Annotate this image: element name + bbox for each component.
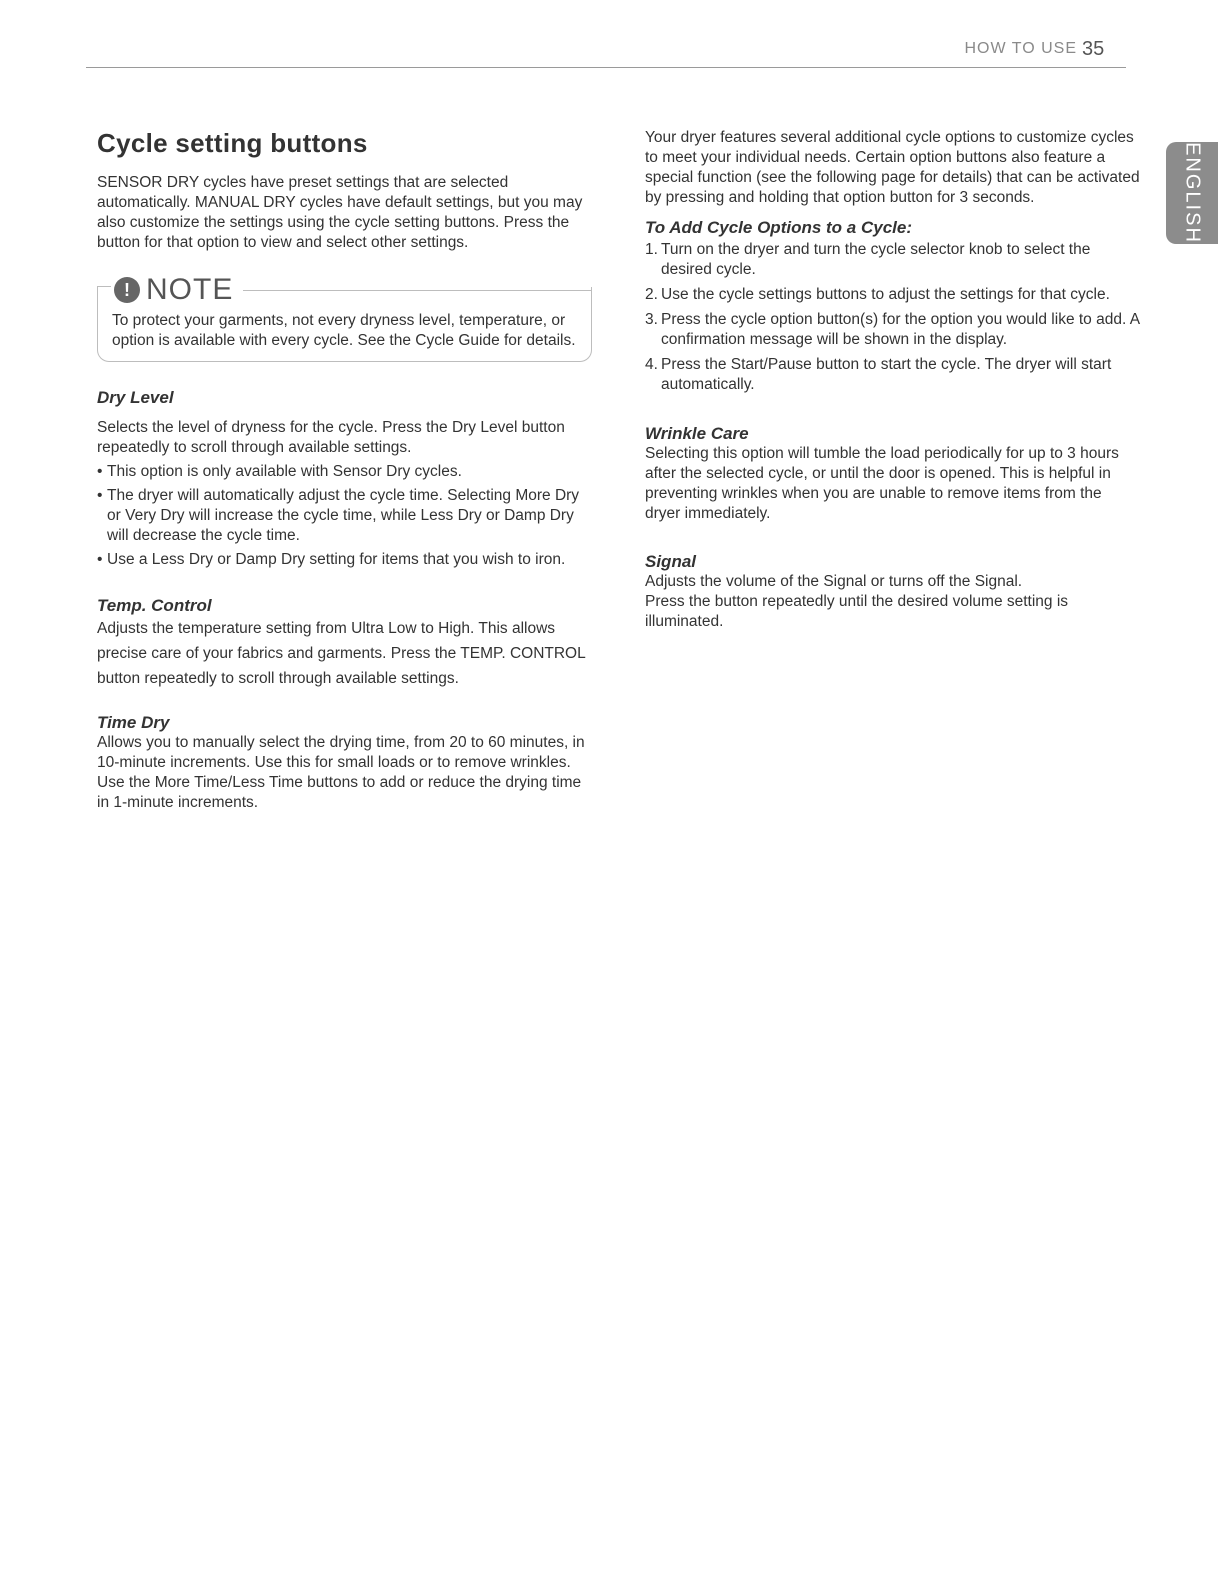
wrinkle-care-heading: Wrinkle Care (645, 424, 749, 443)
add-options-heading: To Add Cycle Options to a Cycle: (645, 218, 912, 237)
signal-text-2: Press the button repeatedly until the desired volume setting is illuminated. (645, 593, 1069, 630)
list-item: • This option is only available with Sensor Dry cycles. (97, 462, 592, 482)
list-item: 4. Press the Start/Pause button to start the cycle. The dryer will start automatically. (645, 356, 1112, 393)
options-intro-paragraph: Your dryer features several additional cycle options to customize cycles to meet your individual needs. Certain option buttons also feature a special function (see the following page for details) that can be activated by pressing and holding that option button for 3 seconds. (645, 129, 1140, 206)
page-number: 35 (1082, 38, 1105, 60)
header-rule (86, 67, 1126, 68)
list-item: • Use a Less Dry or Damp Dry setting for items that you wish to iron. (97, 550, 592, 570)
add-options-steps (645, 240, 1140, 395)
list-item: 3. Press the cycle option button(s) for the option you would like to add. A confirmation message will be shown in the display. (645, 311, 1140, 348)
time-dry-heading: Time Dry (97, 713, 170, 732)
exclamation-icon: ! (114, 277, 140, 303)
language-tab (1166, 142, 1218, 244)
dry-level-bullets (97, 462, 592, 570)
right-column (645, 128, 1140, 632)
temp-control-text: Adjusts the temperature setting from Ultra Low to High. This allows precise care of your fabrics and garments. Press the TEMP. CONTROL button repeatedly to scroll through available settings. (97, 620, 586, 687)
dry-level-heading: Dry Level (97, 388, 174, 407)
header-section-title: HOW TO USE (964, 40, 1077, 57)
signal-heading: Signal (645, 552, 697, 571)
language-tab-label: ENGLISH (1181, 142, 1204, 244)
list-item: 2. Use the cycle settings buttons to adjust the settings for that cycle. (645, 286, 1110, 303)
intro-paragraph: SENSOR DRY cycles have preset settings that are selected automatically. MANUAL DRY cycles have default settings, but you may also customize the settings using the cycle setting buttons. Press the button for that option to view and select other settings. (97, 174, 583, 251)
left-column (97, 128, 592, 813)
temp-control-heading: Temp. Control (97, 596, 212, 615)
time-dry-text: Allows you to manually select the drying time, from 20 to 60 minutes, in 10-minute increments. Use this for small loads or to remove wrinkles. Use the More Time/Less Time buttons to add or reduce the drying time in 1-minute increments. (97, 734, 585, 811)
wrinkle-care-text: Selecting this option will tumble the load periodically for up to 3 hours after the selected cycle, or until the door is opened. This is helpful in preventing wrinkles when you are unable to remove items from the dryer immediately. (645, 445, 1119, 522)
note-header (94, 273, 591, 307)
note-box (97, 273, 592, 362)
note-title: NOTE (146, 273, 243, 307)
list-item: • The dryer will automatically adjust the cycle time. Selecting More Dry or Very Dry will increase the cycle time, while Less Dry or Damp Dry will decrease the cycle time. (97, 486, 592, 546)
list-item: 1. Turn on the dryer and turn the cycle selector knob to select the desired cycle. (645, 241, 1091, 278)
page-title: Cycle setting buttons (97, 128, 368, 158)
note-text: To protect your garments, not every dryness level, temperature, or option is available with every cycle. See the Cycle Guide for details. (112, 312, 576, 349)
signal-text-1: Adjusts the volume of the Signal or turns off the Signal. (645, 573, 1023, 590)
dry-level-text: Selects the level of dryness for the cycle. Press the Dry Level button repeatedly to scroll through available settings. (97, 419, 565, 456)
